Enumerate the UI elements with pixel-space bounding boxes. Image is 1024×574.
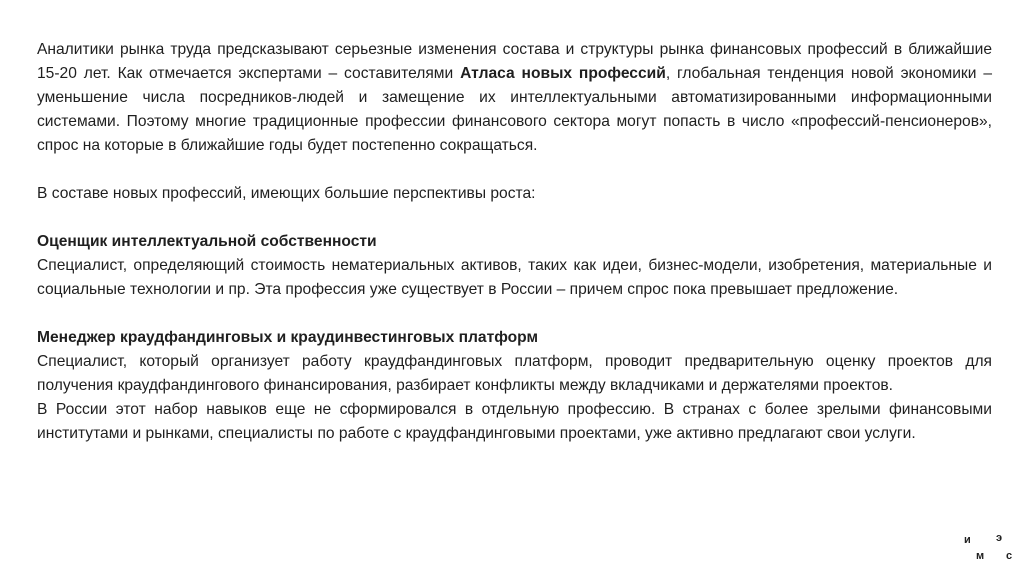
- spacer: [37, 206, 992, 230]
- spacer: [37, 302, 992, 326]
- logo-letter: м: [976, 550, 985, 562]
- logo-letter: э: [996, 532, 1003, 544]
- profession-description: Специалист, который организует работу краудфандинговых платформ, проводит предварительную оценку проектов для получения краудфандингового финансирования, разбирает конфликты между вкладчиками и держателями проектов.: [37, 353, 992, 394]
- logo-letter: и: [964, 534, 971, 546]
- profession-title: Оценщик интеллектуальной собственности: [37, 233, 377, 250]
- intro-text-part2: , глобальная тенденция новой экономики – уменьшение числа посредников-людей и замещение их интеллектуальными автоматизированными информационными системами. Поэтому многие традиционные профессии финансового сектора могут попасть в число «профессий-пенсионеров», спрос на которые в ближайшие годы будет постепенно сокращаться.: [37, 65, 992, 154]
- intro-text-part1: Аналитики рынка труда предсказывают серьезные изменения состава и структуры рынка финансовых профессий в ближайшие 15-20 лет. Как отмечается экспертами – составителями: [37, 41, 992, 82]
- imes-logo: [956, 532, 1016, 568]
- slide-text: [37, 38, 992, 446]
- profession-description: Специалист, определяющий стоимость нематериальных активов, таких как идеи, бизнес-модели, изобретения, материальные и социальные технологии и пр. Эта профессия уже существует в России – причем спрос пока превышает предложение.: [37, 257, 992, 298]
- logo-letter: с: [1006, 550, 1013, 562]
- spacer: [37, 158, 992, 182]
- lead-sentence: В составе новых профессий, имеющих большие перспективы роста:: [37, 185, 536, 202]
- profession-description: В России этот набор навыков еще не сформировался в отдельную профессию. В странах с более зрелыми финансовыми институтами и рынками, специалисты по работе с краудфандинговыми проектами, уже активно предлагают свои услуги.: [37, 401, 992, 442]
- atlas-link-text: Атласа новых профессий: [460, 65, 666, 82]
- profession-title: Менеджер краудфандинговых и краудинвестинговых платформ: [37, 329, 539, 346]
- intro-paragraph: [37, 38, 992, 158]
